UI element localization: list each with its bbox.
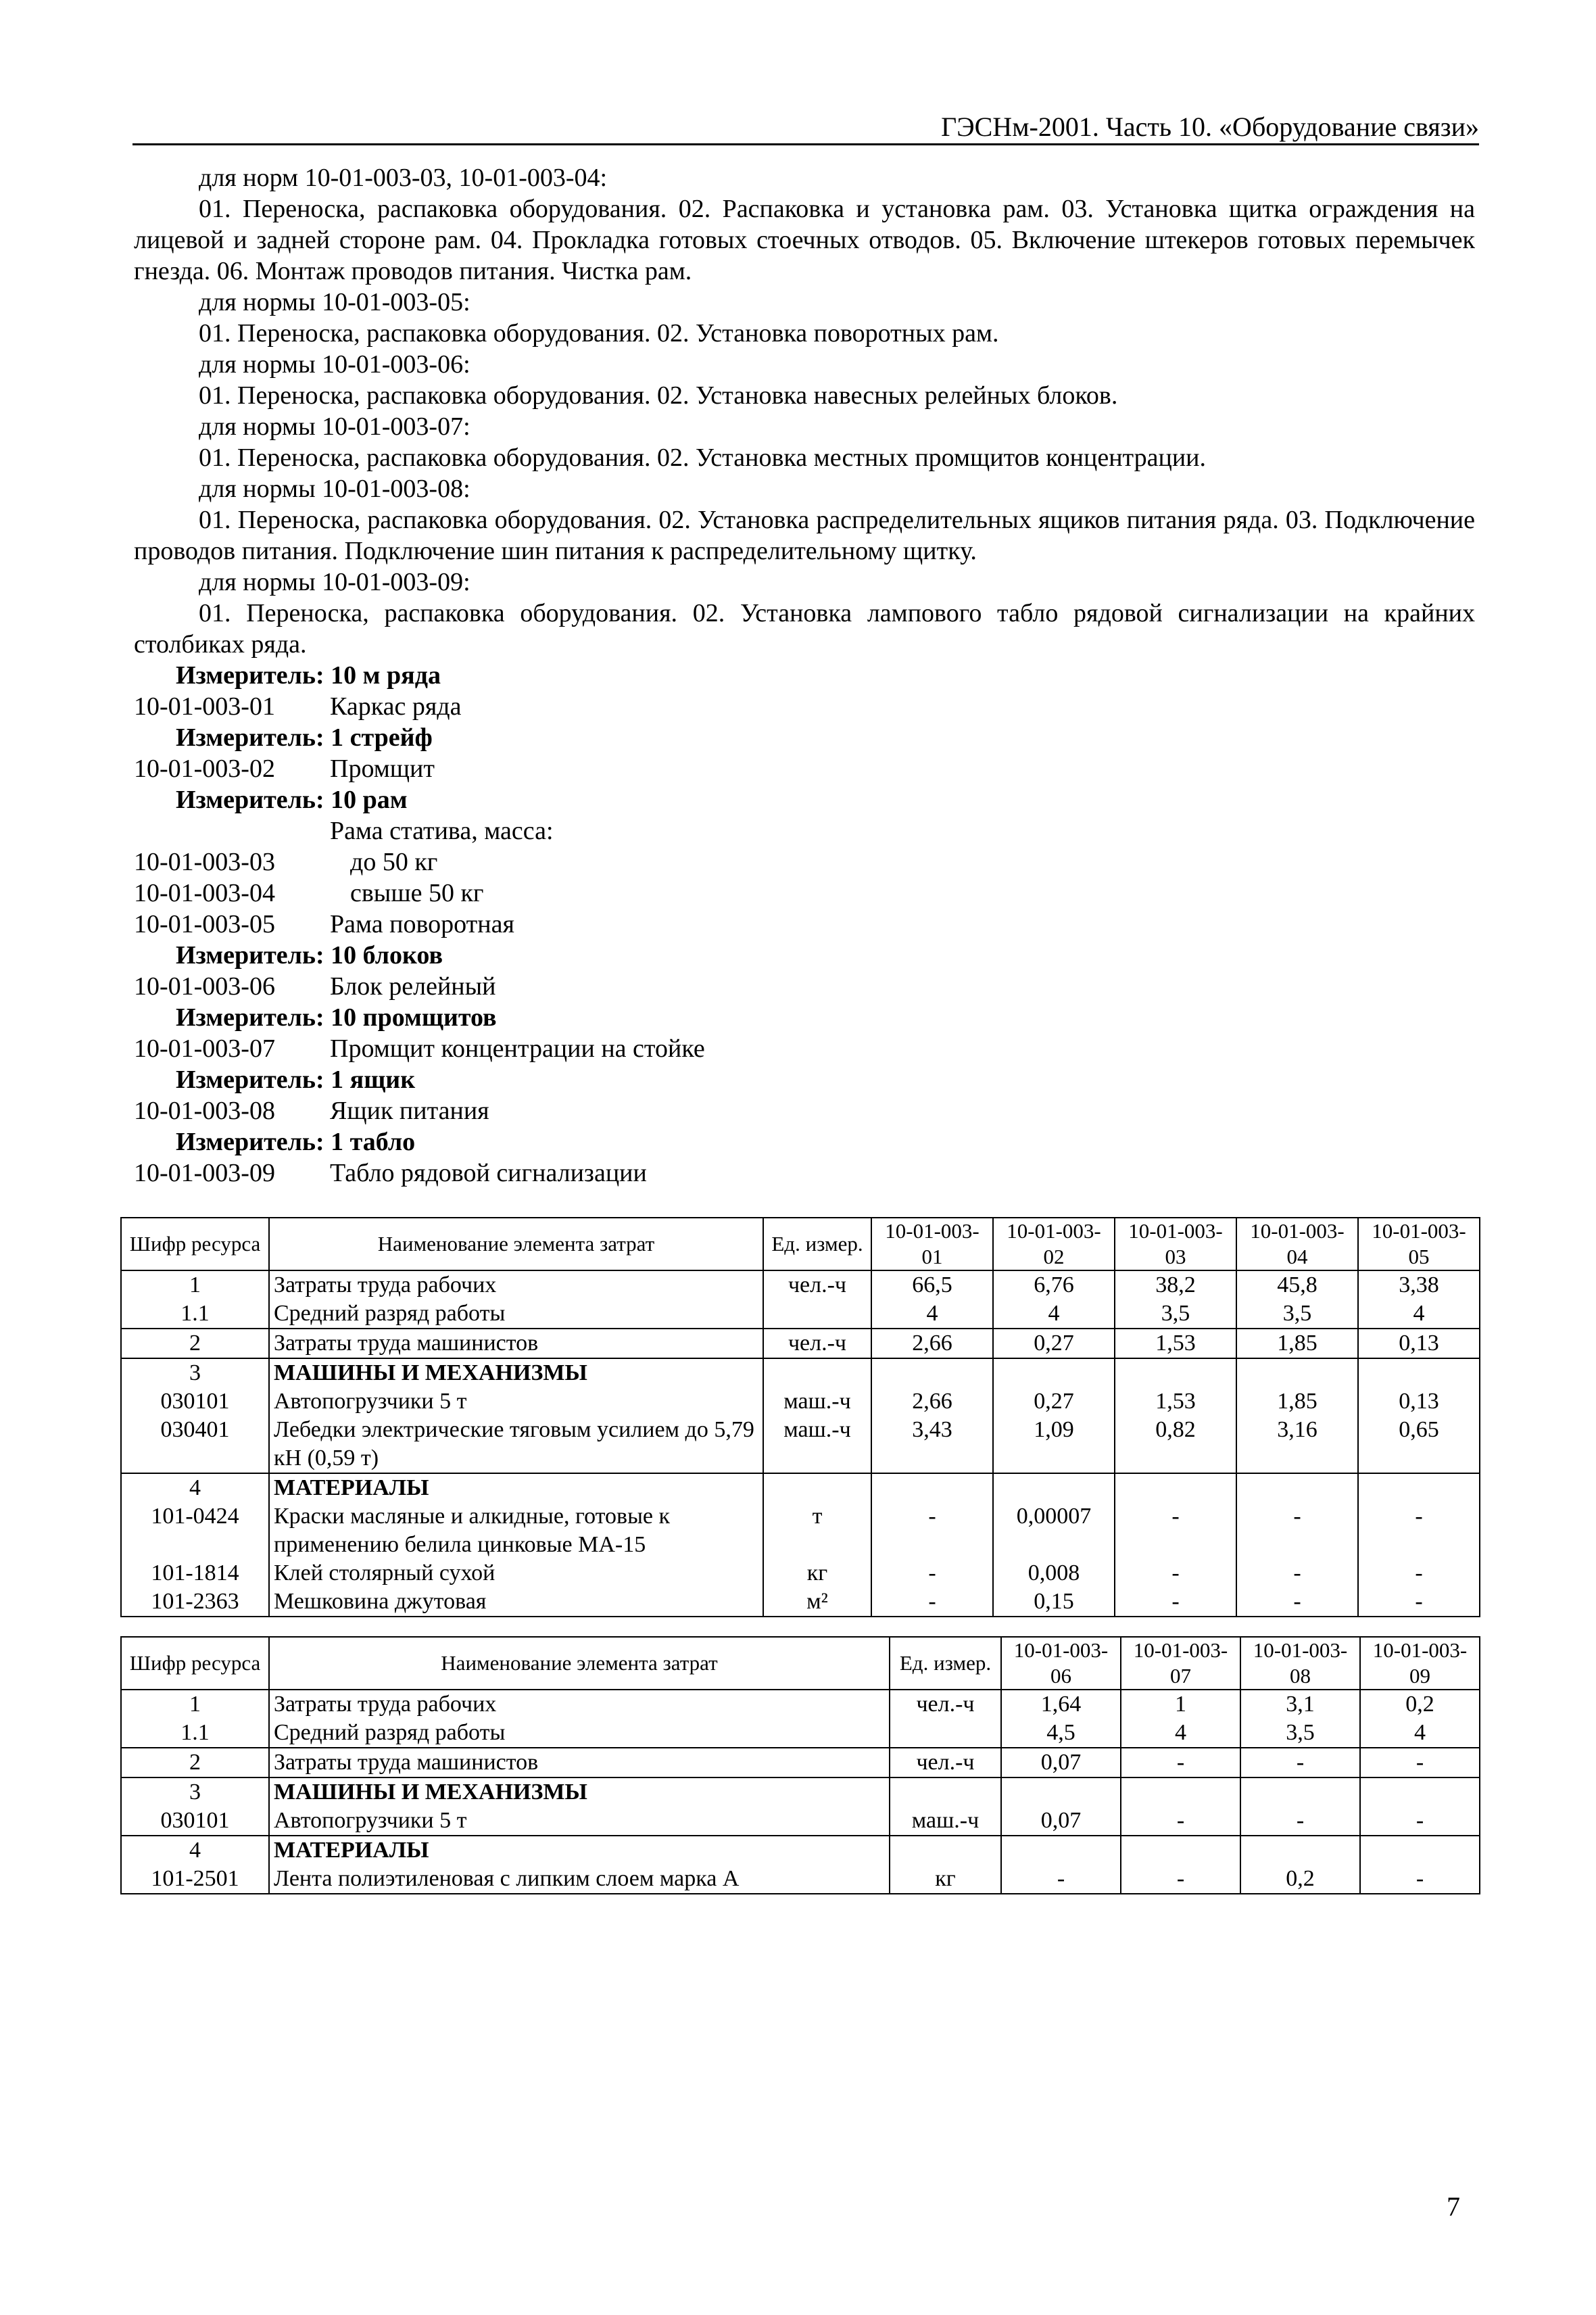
norm-heading: для нормы 10-01-003-06: [199, 350, 470, 379]
cell-value: 0,13 [1358, 1387, 1480, 1416]
cell-value: 0,07 [1001, 1807, 1121, 1836]
table-row [121, 1299, 1480, 1329]
cell-name: Лента полиэтиленовая с липким слоем марка А [269, 1865, 890, 1894]
cell-value: 3,5 [1115, 1299, 1236, 1329]
cell-code: 4 [121, 1836, 269, 1865]
cell-code: 101-2501 [121, 1865, 269, 1894]
norm-group-row [134, 815, 1475, 846]
norm-code: 10-01-003-03 [134, 848, 275, 876]
norm-row [134, 909, 1475, 940]
cell-value: 1,64 [1001, 1690, 1121, 1719]
column-header-name: Наименование элемента затрат [269, 1637, 890, 1690]
cell-value: - [1115, 1559, 1236, 1588]
cell-unit: т [763, 1502, 871, 1559]
cell-name: Мешковина джутовая [269, 1588, 763, 1617]
table-row [121, 1270, 1480, 1299]
table-header-row [121, 1218, 1480, 1270]
cell-unit: чел.-ч [890, 1690, 1001, 1719]
norm-heading: для нормы 10-01-003-08: [199, 475, 470, 503]
cell-value: 2,66 [871, 1329, 993, 1358]
cell-value: 1,85 [1236, 1329, 1358, 1358]
column-header-norm: 10-01-003-02 [993, 1218, 1115, 1270]
cell-value: - [1115, 1588, 1236, 1617]
norm-code: 10-01-003-01 [134, 692, 275, 721]
cell-code: 3 [121, 1777, 269, 1807]
cell-name: Лебедки электрические тяговым усилием до 5,79 кН (0,59 т) [269, 1416, 763, 1473]
norm-name: Рама поворотная [330, 910, 514, 938]
cell-unit: кг [763, 1559, 871, 1588]
cell-code: 1 [121, 1690, 269, 1719]
cell-unit: маш.-ч [763, 1416, 871, 1473]
resource-table-1 [120, 1217, 1480, 1617]
column-header-code: Шифр ресурса [121, 1218, 269, 1270]
column-header-norm: 10-01-003-03 [1115, 1218, 1236, 1270]
norm-code: 10-01-003-09 [134, 1159, 275, 1187]
table-row [121, 1387, 1480, 1416]
cell-value: 0,07 [1001, 1748, 1121, 1777]
measure-unit: Измеритель: 10 промщитов [176, 1003, 497, 1032]
cell-value: 6,76 [993, 1270, 1115, 1299]
page-header: ГЭСНм-2001. Часть 10. «Оборудование связи» [941, 112, 1479, 142]
norm-name: свыше 50 кг [350, 879, 484, 907]
cell-code: 3 [121, 1358, 269, 1387]
cell-name: Затраты труда машинистов [269, 1748, 890, 1777]
cell-value: - [871, 1502, 993, 1559]
section-title: МАТЕРИАЛЫ [269, 1473, 763, 1502]
norm-name: Блок релейный [330, 972, 496, 1001]
cell-value: 1 [1121, 1690, 1240, 1719]
cell-value: 45,8 [1236, 1270, 1358, 1299]
cell-value: 4 [993, 1299, 1115, 1329]
cell-code: 101-1814 [121, 1559, 269, 1588]
table-row [121, 1416, 1480, 1473]
cell-value: 0,27 [993, 1329, 1115, 1358]
cell-value: 1,85 [1236, 1387, 1358, 1416]
cell-code: 1 [121, 1270, 269, 1299]
cell-code: 101-0424 [121, 1502, 269, 1559]
cell-value: 4 [871, 1299, 993, 1329]
cell-name: Автопогрузчики 5 т [269, 1387, 763, 1416]
cell-code: 4 [121, 1473, 269, 1502]
measure-unit: Измеритель: 10 рам [176, 786, 408, 814]
work-description: 01. Переноска, распаковка оборудования. 02. Установка поворотных рам. [199, 319, 999, 348]
norm-heading: для нормы 10-01-003-07: [199, 412, 470, 441]
norm-row [134, 1033, 1475, 1064]
norm-row [134, 753, 1475, 784]
norm-row [134, 691, 1475, 722]
measure-unit: Измеритель: 10 блоков [176, 941, 443, 970]
work-description: 01. Переноска, распаковка оборудования. 02. Установка распределительных ящиков питания ряда. 03. Подключение проводов питания. Подключение шин питания к распределительному щитку. [134, 506, 1475, 565]
cell-name: Затраты труда рабочих [269, 1690, 890, 1719]
cell-value: - [1360, 1865, 1480, 1894]
cell-value: 1,09 [993, 1416, 1115, 1473]
cell-value: - [1358, 1559, 1480, 1588]
table-section-row [121, 1836, 1480, 1865]
cell-code: 030101 [121, 1807, 269, 1836]
cell-value: 0,82 [1115, 1416, 1236, 1473]
column-header-norm: 10-01-003-07 [1121, 1637, 1240, 1690]
cell-unit [763, 1299, 871, 1329]
measure-unit: Измеритель: 1 табло [176, 1128, 416, 1156]
cell-value: - [1360, 1748, 1480, 1777]
cell-value: - [1358, 1502, 1480, 1559]
cell-code: 030401 [121, 1416, 269, 1473]
norm-name: Табло рядовой сигнализации [330, 1159, 647, 1187]
column-header-norm: 10-01-003-06 [1001, 1637, 1121, 1690]
work-description: 01. Переноска, распаковка оборудования. 02. Установка лампового табло рядовой сигнализации на крайних столбиках ряда. [134, 599, 1475, 659]
table-row [121, 1559, 1480, 1588]
cell-name: Автопогрузчики 5 т [269, 1807, 890, 1836]
norm-name: Промщит концентрации на стойке [330, 1034, 705, 1063]
norm-code: 10-01-003-04 [134, 879, 275, 907]
norm-name: Ящик питания [330, 1097, 489, 1125]
cell-code: 030101 [121, 1387, 269, 1416]
table-row [121, 1588, 1480, 1617]
column-header-norm: 10-01-003-08 [1240, 1637, 1360, 1690]
cell-value: - [871, 1588, 993, 1617]
section-title: МАШИНЫ И МЕХАНИЗМЫ [269, 1358, 763, 1387]
table-row [121, 1865, 1480, 1894]
cell-value: 4 [1358, 1299, 1480, 1329]
cell-unit [890, 1719, 1001, 1748]
cell-value: 0,00007 [993, 1502, 1115, 1559]
cell-unit: м² [763, 1588, 871, 1617]
cell-value: - [1358, 1588, 1480, 1617]
cell-value: 4,5 [1001, 1719, 1121, 1748]
norm-code: 10-01-003-08 [134, 1097, 275, 1125]
measure-unit: Измеритель: 1 ящик [176, 1066, 416, 1094]
column-header-norm: 10-01-003-01 [871, 1218, 993, 1270]
table-row [121, 1719, 1480, 1748]
work-description: 01. Переноска, распаковка оборудования. 02. Установка навесных релейных блоков. [199, 381, 1118, 410]
table-row [121, 1502, 1480, 1559]
table-section-row [121, 1358, 1480, 1387]
cell-value: - [1001, 1865, 1121, 1894]
work-description: 01. Переноска, распаковка оборудования. 02. Установка местных промщитов концентрации. [199, 444, 1206, 472]
cell-value: 0,2 [1360, 1690, 1480, 1719]
cell-value: 0,008 [993, 1559, 1115, 1588]
cell-value: 1,53 [1115, 1329, 1236, 1358]
norm-row [134, 846, 1475, 878]
column-header-unit: Ед. измер. [763, 1218, 871, 1270]
cell-value: - [1236, 1588, 1358, 1617]
norm-heading: для нормы 10-01-003-09: [199, 568, 470, 596]
cell-value: 2,66 [871, 1387, 993, 1416]
column-header-norm: 10-01-003-05 [1358, 1218, 1480, 1270]
column-header-code: Шифр ресурса [121, 1637, 269, 1690]
cell-value: - [1121, 1865, 1240, 1894]
norm-code: 10-01-003-06 [134, 972, 275, 1001]
document-body [134, 162, 1475, 1189]
cell-value: - [1240, 1748, 1360, 1777]
norm-row [134, 1158, 1475, 1189]
cell-name: Затраты труда рабочих [269, 1270, 763, 1299]
cell-code: 2 [121, 1748, 269, 1777]
table-row [121, 1807, 1480, 1836]
cell-value: - [1236, 1559, 1358, 1588]
cell-value: 66,5 [871, 1270, 993, 1299]
norm-name: Каркас ряда [330, 692, 462, 721]
norm-code: 10-01-003-07 [134, 1034, 275, 1063]
cell-value: - [871, 1559, 993, 1588]
norm-group-name: Рама статива, масса: [330, 817, 554, 845]
norm-row [134, 971, 1475, 1002]
cell-value: 0,65 [1358, 1416, 1480, 1473]
norm-name: до 50 кг [350, 848, 438, 876]
measure-unit: Измеритель: 1 стрейф [176, 723, 433, 752]
cell-value: - [1115, 1502, 1236, 1559]
table-row [121, 1690, 1480, 1719]
column-header-unit: Ед. измер. [890, 1637, 1001, 1690]
cell-value: 3,5 [1236, 1299, 1358, 1329]
table-row [121, 1748, 1480, 1777]
norm-name: Промщит [330, 755, 435, 783]
column-header-norm: 10-01-003-04 [1236, 1218, 1358, 1270]
cell-value: - [1121, 1748, 1240, 1777]
cell-unit: кг [890, 1865, 1001, 1894]
cell-unit: чел.-ч [763, 1329, 871, 1358]
cell-name: Клей столярный сухой [269, 1559, 763, 1588]
cell-value: 3,16 [1236, 1416, 1358, 1473]
cell-code: 1.1 [121, 1719, 269, 1748]
section-title: МАТЕРИАЛЫ [269, 1836, 890, 1865]
header-rule [132, 143, 1479, 145]
norm-row [134, 1095, 1475, 1126]
cell-code: 101-2363 [121, 1588, 269, 1617]
cell-unit: чел.-ч [763, 1270, 871, 1299]
cell-code: 1.1 [121, 1299, 269, 1329]
norm-code: 10-01-003-02 [134, 755, 275, 783]
cell-name: Затраты труда машинистов [269, 1329, 763, 1358]
cell-value: 4 [1360, 1719, 1480, 1748]
cell-unit: маш.-ч [890, 1807, 1001, 1836]
cell-unit: чел.-ч [890, 1748, 1001, 1777]
norm-code: 10-01-003-05 [134, 910, 275, 938]
work-description: 01. Переноска, распаковка оборудования. 02. Распаковка и установка рам. 03. Установка щитка ограждения на лицевой и задней стороне рам. 04. Прокладка готовых стоечных отводов. 05. Включение штекеров готовых перемычек гнезда. 06. Монтаж проводов питания. Чистка рам. [134, 195, 1475, 285]
cell-value: 3,5 [1240, 1719, 1360, 1748]
measure-unit: Измеритель: 10 м ряда [176, 661, 441, 690]
section-title: МАШИНЫ И МЕХАНИЗМЫ [269, 1777, 890, 1807]
table-header-row [121, 1637, 1480, 1690]
cell-code: 2 [121, 1329, 269, 1358]
cell-name: Краски масляные и алкидные, готовые к применению белила цинковые МА-15 [269, 1502, 763, 1559]
table-row [121, 1329, 1480, 1358]
cell-unit: маш.-ч [763, 1387, 871, 1416]
cell-value: 1,53 [1115, 1387, 1236, 1416]
cell-value: - [1240, 1807, 1360, 1836]
cell-value: 0,15 [993, 1588, 1115, 1617]
cell-value: 0,2 [1240, 1865, 1360, 1894]
cell-value: 3,38 [1358, 1270, 1480, 1299]
norm-heading: для норм 10-01-003-03, 10-01-003-04: [199, 164, 608, 192]
cell-name: Средний разряд работы [269, 1299, 763, 1329]
resource-table-2 [120, 1636, 1480, 1894]
cell-value: 4 [1121, 1719, 1240, 1748]
cell-value: - [1360, 1807, 1480, 1836]
cell-value: 0,13 [1358, 1329, 1480, 1358]
norm-row [134, 878, 1475, 909]
column-header-norm: 10-01-003-09 [1360, 1637, 1480, 1690]
table-section-row [121, 1473, 1480, 1502]
cell-value: 0,27 [993, 1387, 1115, 1416]
page-number: 7 [1447, 2191, 1460, 2222]
column-header-name: Наименование элемента затрат [269, 1218, 763, 1270]
cell-value: 38,2 [1115, 1270, 1236, 1299]
cell-value: 3,1 [1240, 1690, 1360, 1719]
cell-value: - [1236, 1502, 1358, 1559]
cell-value: 3,43 [871, 1416, 993, 1473]
norm-heading: для нормы 10-01-003-05: [199, 288, 470, 316]
cell-value: - [1121, 1807, 1240, 1836]
table-section-row [121, 1777, 1480, 1807]
cell-name: Средний разряд работы [269, 1719, 890, 1748]
